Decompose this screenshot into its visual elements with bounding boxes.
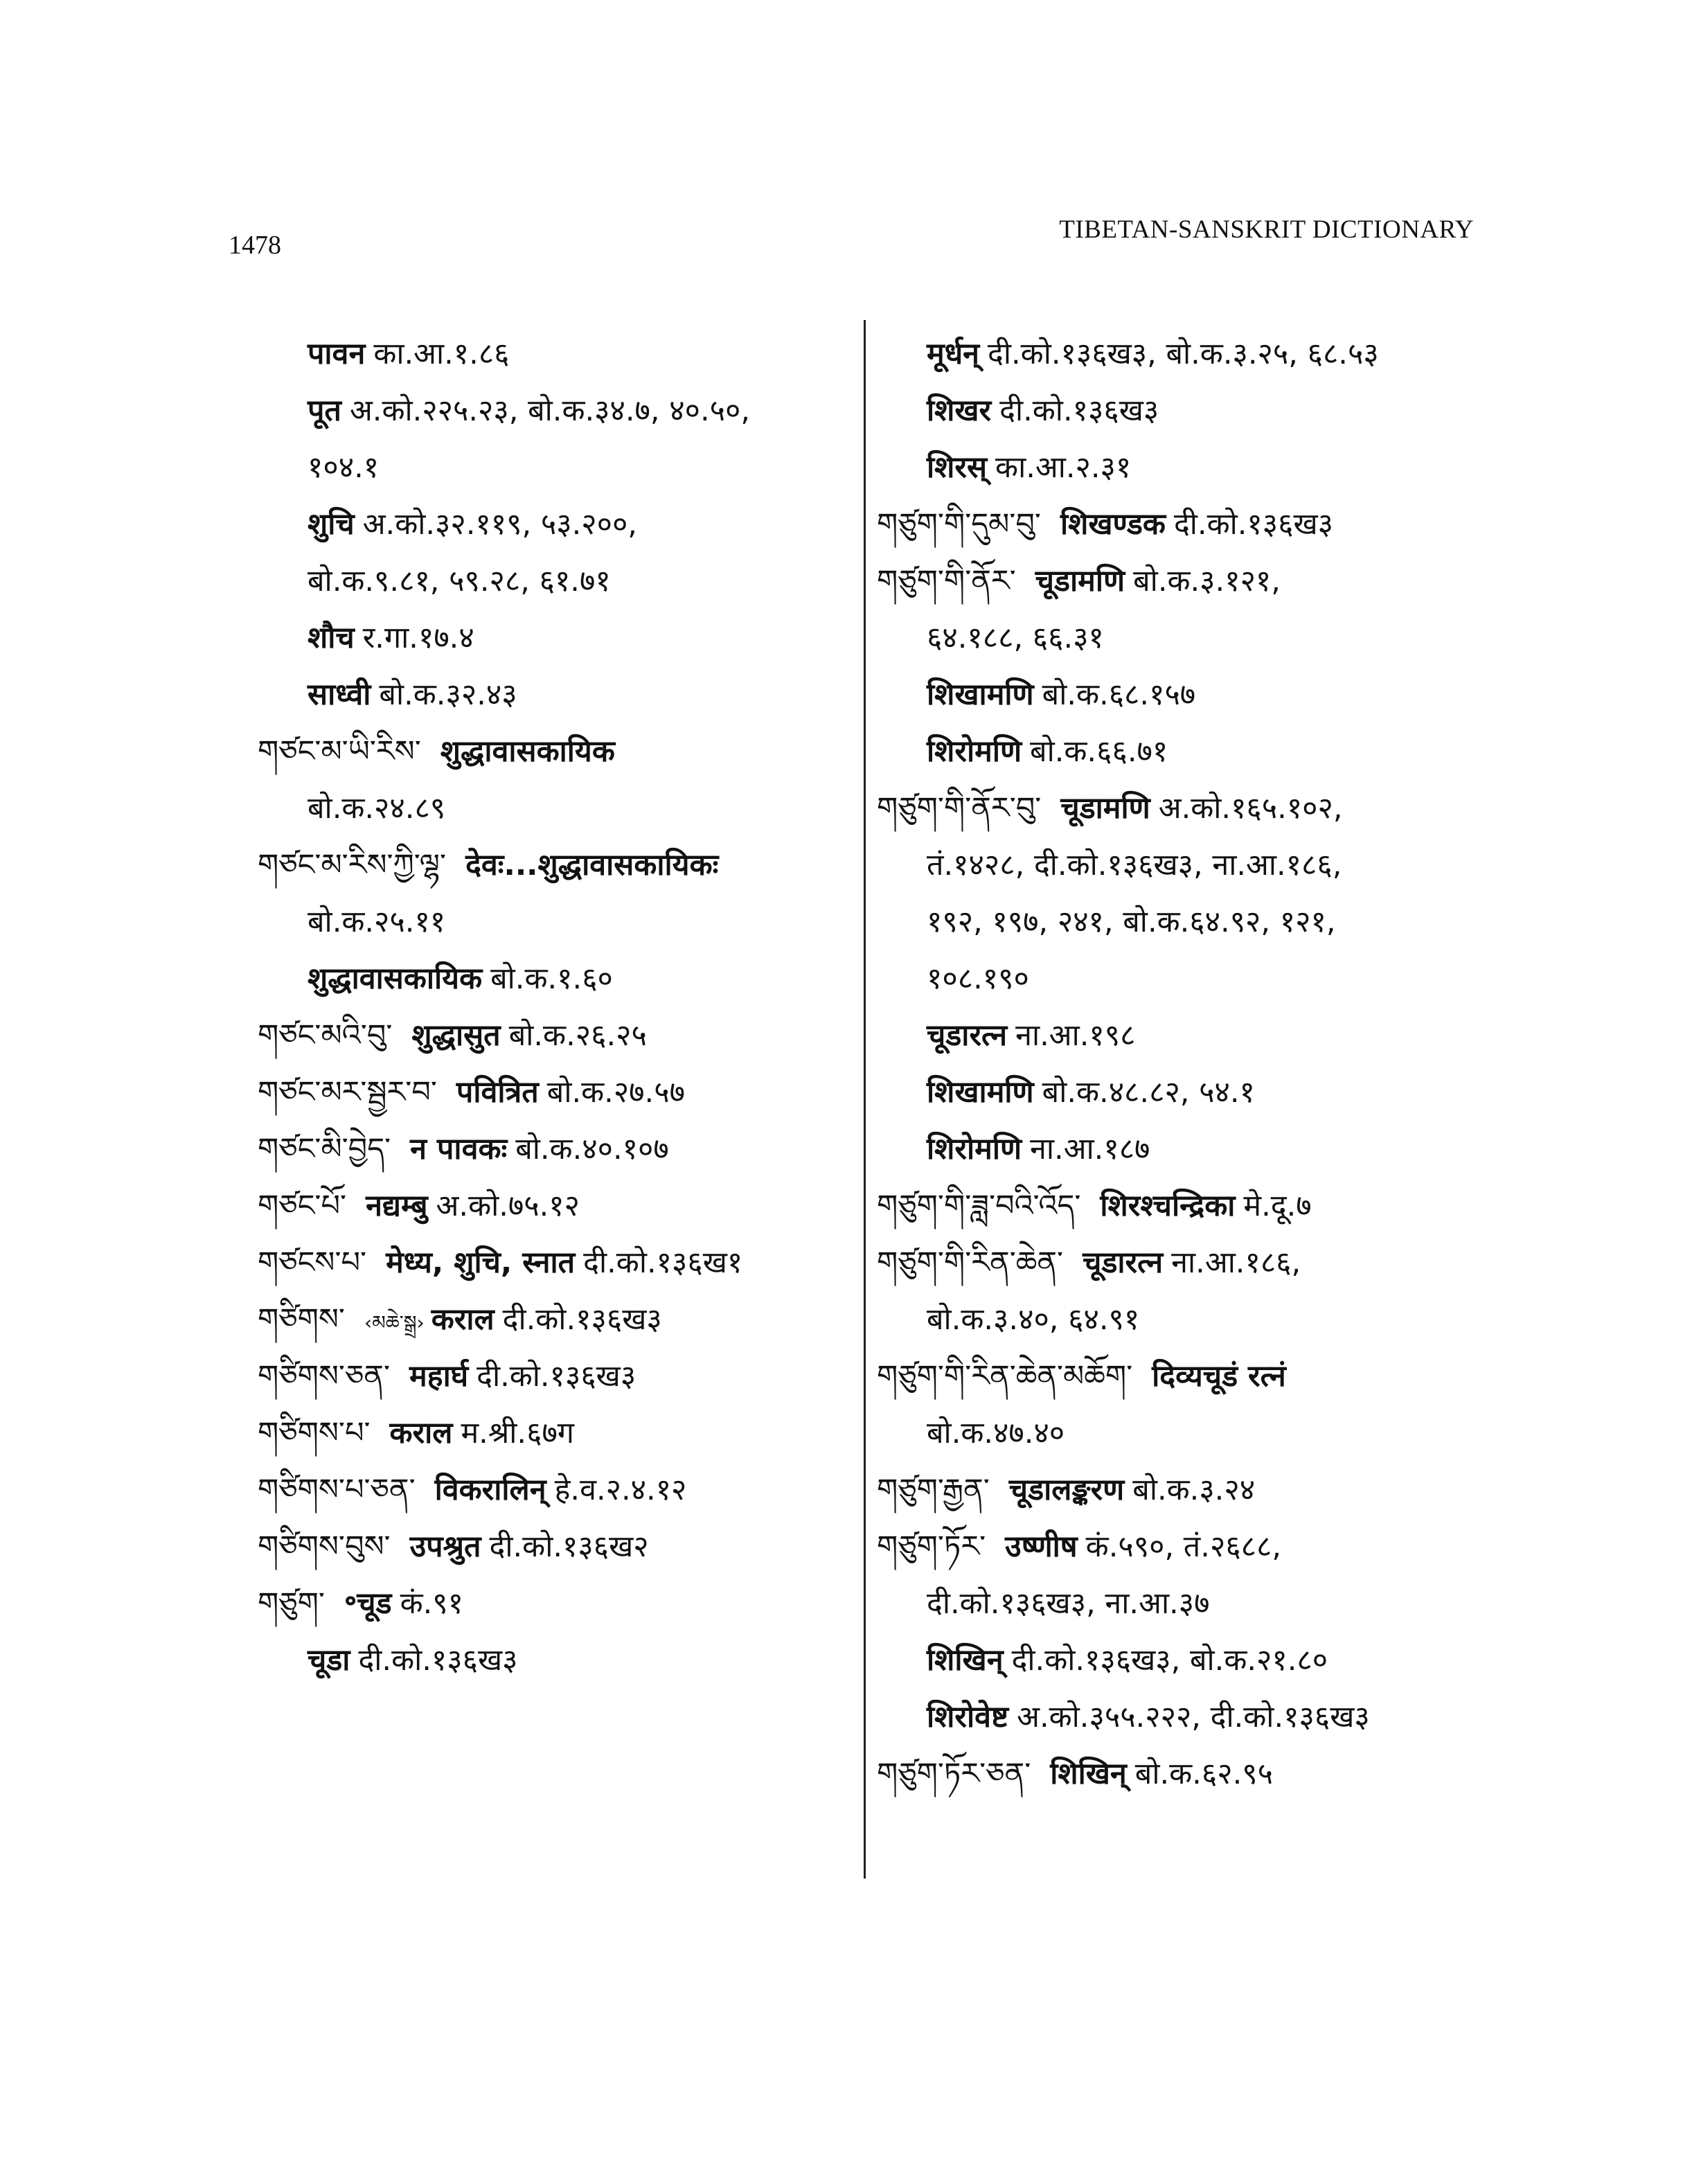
- sanskrit-equivalent: पूत: [308, 393, 341, 428]
- dictionary-headword-line: [877, 1462, 1500, 1518]
- dictionary-sub-line: [258, 382, 839, 439]
- sanskrit-equivalent: शिरश्चन्द्रिका: [1100, 1189, 1236, 1223]
- tibetan-headword: གཙུག་གི་ཟླ་བའི་འོད་: [877, 1189, 1081, 1223]
- tibetan-headword: གཙུག་གི་རིན་ཆེན་མཆོག་: [877, 1359, 1133, 1394]
- sanskrit-equivalent: शिरोमणि: [927, 1132, 1022, 1166]
- dictionary-sub-line: [877, 723, 1500, 780]
- source-reference: १०८.१९०: [927, 961, 1029, 996]
- source-reference: दी.को.१३६ख३: [1173, 507, 1334, 542]
- page-number: 1478: [229, 231, 281, 260]
- source-reference: बो.क.३.१२१,: [1133, 564, 1281, 598]
- sanskrit-equivalent: शिखामणि: [927, 1075, 1034, 1110]
- sanskrit-equivalent: शुद्धावासकायिक: [308, 961, 483, 996]
- tibetan-headword: གཙུག་གི་དུམ་བུ་: [877, 507, 1041, 542]
- sanskrit-equivalent: चूडालङ्करण: [1008, 1473, 1125, 1507]
- sanskrit-equivalent: चूडा: [308, 1643, 350, 1678]
- tibetan-headword: གཙུག་གི་ནོར་: [877, 564, 1016, 598]
- source-reference: मे.दू.७: [1243, 1189, 1312, 1223]
- dictionary-sub-line: [258, 326, 839, 382]
- dictionary-sub-line: [877, 837, 1500, 894]
- source-reference: कं.९१: [400, 1586, 463, 1621]
- dictionary-sub-line: [877, 950, 1500, 1007]
- source-reference: बो.क.३.२४: [1132, 1473, 1256, 1507]
- tibetan-headword: གཙུག་གི་ནོར་བུ་: [877, 791, 1042, 826]
- dictionary-headword-line: [258, 1348, 839, 1405]
- source-reference: अ.को.१६५.१०२,: [1158, 791, 1343, 826]
- left-column: [258, 326, 839, 1689]
- source-reference: बो.क.९.८१, ५९.२८, ६१.७१: [308, 564, 611, 598]
- source-reference: बो.क.४७.४०: [927, 1416, 1065, 1450]
- source-reference: बो.क.२५.११: [308, 905, 446, 939]
- source-reference: दी.को.१३६ख३, ना.आ.३७: [927, 1586, 1210, 1621]
- dictionary-headword-line: [258, 1064, 839, 1121]
- sanskrit-equivalent: ॰चूड: [344, 1586, 392, 1621]
- column-divider: [864, 320, 866, 1879]
- tibetan-headword: གཙུག་གི་རིན་ཆེན་: [877, 1245, 1064, 1280]
- sanskrit-equivalent: शिरोमणि: [927, 734, 1022, 769]
- source-reference: म.श्री.६७ग: [461, 1416, 575, 1450]
- sanskrit-equivalent: दिव्यचूडं रत्नं: [1152, 1359, 1286, 1394]
- sanskrit-equivalent: कराल: [431, 1302, 495, 1337]
- dictionary-headword-line: [258, 1518, 839, 1575]
- dictionary-headword-line: [877, 1518, 1500, 1575]
- dictionary-headword-line: [258, 1007, 839, 1064]
- sanskrit-equivalent: नद्यम्बु: [366, 1189, 428, 1223]
- right-column: [877, 326, 1500, 1802]
- sanskrit-equivalent: शुचि: [308, 507, 355, 542]
- dictionary-sub-line: [258, 439, 839, 496]
- tibetan-headword: གཙིགས་བུས་: [258, 1529, 391, 1564]
- source-reference: बो.क.३.४०, ६४.९१: [927, 1302, 1140, 1337]
- dictionary-headword-line: [258, 1121, 839, 1178]
- source-reference: दी.को.१३६ख२: [489, 1529, 649, 1564]
- sanskrit-equivalent: महार्घ: [409, 1359, 469, 1394]
- source-reference: का.आ.१.८६: [373, 337, 510, 371]
- dictionary-sub-line: [877, 1291, 1500, 1348]
- sanskrit-equivalent: शिरस्: [927, 450, 988, 485]
- sanskrit-equivalent: शिखर: [927, 393, 992, 428]
- dictionary-sub-line: [877, 1575, 1500, 1632]
- sanskrit-equivalent: शुद्धावासकायिक: [440, 734, 615, 769]
- dictionary-sub-line: [877, 1405, 1500, 1462]
- dictionary-headword-line: [877, 553, 1500, 610]
- source-reference: दी.को.१३६ख३: [999, 393, 1159, 428]
- sanskrit-equivalent: शिखामणि: [927, 677, 1034, 712]
- dictionary-sub-line: [258, 666, 839, 723]
- tibetan-headword: གཙིགས་པ་ཅན་: [258, 1473, 416, 1507]
- source-reference: ना.आ.१८६,: [1171, 1245, 1301, 1280]
- source-reference: र.गा.१७.४: [362, 621, 474, 655]
- sanskrit-equivalent: शिखिन्: [927, 1643, 1004, 1678]
- sanskrit-equivalent: चूडामणि: [1035, 564, 1125, 598]
- dictionary-sub-line: [877, 439, 1500, 496]
- source-reference: कं.५९०, तं.२६८८,: [1085, 1529, 1282, 1564]
- source-reference: अ.को.३२.११९, ५३.२००,: [362, 507, 637, 542]
- sanskrit-equivalent: मूर्धन्: [927, 337, 980, 371]
- dictionary-sub-line: [877, 894, 1500, 950]
- dictionary-headword-line: [258, 1234, 839, 1291]
- dictionary-sub-line: [877, 382, 1500, 439]
- dictionary-headword-line: [877, 780, 1500, 837]
- source-reference: तं.१४२८, दी.को.१३६ख३, ना.आ.१८६,: [927, 848, 1342, 882]
- tibetan-headword: གཙང་མར་སྦྱར་བ་: [258, 1075, 437, 1110]
- sanskrit-equivalent: मेध्य, शुचि, स्नात: [386, 1245, 576, 1280]
- dictionary-sub-line: [258, 780, 839, 837]
- source-reference: दी.को.१३६ख३: [502, 1302, 662, 1337]
- dictionary-headword-line: [877, 1348, 1500, 1405]
- dictionary-headword-line: [877, 1746, 1500, 1802]
- dictionary-sub-line: [258, 1632, 839, 1689]
- source-reference: हे.व.२.४.१२: [554, 1473, 687, 1507]
- source-reference: ६४.१८८, ६६.३१: [927, 621, 1104, 655]
- sanskrit-equivalent: उष्णीष: [1005, 1529, 1078, 1564]
- source-reference: का.आ.२.३१: [995, 450, 1132, 485]
- dictionary-headword-line: [877, 1234, 1500, 1291]
- sanskrit-equivalent: शिरोवेष्ट: [927, 1700, 1009, 1734]
- dictionary-sub-line: [258, 610, 839, 666]
- dictionary-sub-line: [877, 1064, 1500, 1121]
- tibetan-headword: གཙང་པོ་: [258, 1189, 347, 1223]
- dictionary-headword-line: [258, 1178, 839, 1234]
- sanskrit-equivalent: शिखिन्: [1050, 1757, 1127, 1791]
- dictionary-sub-line: [258, 950, 839, 1007]
- dictionary-headword-line: [877, 1178, 1500, 1234]
- source-reference: दी.को.१३६ख३, बो.क.२१.८०: [1011, 1643, 1328, 1678]
- sanskrit-equivalent: शौच: [308, 621, 355, 655]
- tibetan-headword: གཙུག་ཏོར་ཅན་: [877, 1757, 1031, 1791]
- sanskrit-equivalent: पवित्रित: [456, 1075, 539, 1110]
- source-reference: बो.क.२६.२५: [508, 1018, 647, 1053]
- source-reference: बो.क.६८.१५७: [1042, 677, 1196, 712]
- source-reference: दी.को.१३६ख३: [477, 1359, 636, 1394]
- sanskrit-equivalent: कराल: [389, 1416, 453, 1450]
- source-reference: बो.क.२४.८९: [308, 791, 446, 826]
- sanskrit-equivalent: विकरालिन्: [434, 1473, 546, 1507]
- sanskrit-equivalent: चूडामणि: [1060, 791, 1150, 826]
- dictionary-headword-line: [258, 723, 839, 780]
- source-reference: बो.क.६२.९५: [1134, 1757, 1273, 1791]
- source-reference: बो.क.२७.५७: [546, 1075, 685, 1110]
- source-reference: ना.आ.१९८: [1015, 1018, 1136, 1053]
- dictionary-sub-line: [258, 894, 839, 950]
- dictionary-headword-line: [258, 1405, 839, 1462]
- dictionary-sub-line: [877, 1632, 1500, 1689]
- sanskrit-equivalent: शिखण्डक: [1060, 507, 1166, 542]
- tibetan-headword: གཙང་མི་བྱེད་: [258, 1132, 391, 1166]
- dictionary-headword-line: [258, 1291, 839, 1348]
- tibetan-headword: གཙུག་ཏོར་: [877, 1529, 986, 1564]
- tibetan-headword: གཙང་མ་རིས་ཀྱི་ལྷ་: [258, 848, 447, 882]
- source-reference: बो.क.४०.१०७: [515, 1132, 669, 1166]
- source-reference: दी.को.१३६ख१: [583, 1245, 743, 1280]
- source-reference: अ.को.७५.१२: [436, 1189, 580, 1223]
- sanskrit-equivalent: न पावकः: [410, 1132, 508, 1166]
- source-reference: १०४.१: [308, 450, 380, 485]
- sanskrit-equivalent: साध्वी: [308, 677, 371, 712]
- dictionary-headword-line: [258, 837, 839, 894]
- source-reference: १९२, १९७, २४१, बो.क.६४.९२, १२१,: [927, 905, 1336, 939]
- source-reference: बो.क.४८.८२, ५४.१: [1042, 1075, 1255, 1110]
- dictionary-sub-line: [877, 666, 1500, 723]
- source-reference: अ.को.२२५.२३, बो.क.३४.७, ४०.५०,: [349, 393, 751, 428]
- tibetan-headword: གཙུག་: [258, 1586, 325, 1621]
- dictionary-sub-line: [877, 1689, 1500, 1746]
- dictionary-sub-line: [877, 326, 1500, 382]
- tibetan-headword: གཙིགས་: [258, 1302, 345, 1337]
- sanskrit-equivalent: उपश्रुत: [409, 1529, 481, 1564]
- running-title: TIBETAN-SANSKRIT DICTIONARY: [1059, 215, 1474, 244]
- dictionary-headword-line: [877, 496, 1500, 553]
- source-reference: बो.क.६६.७१: [1030, 734, 1168, 769]
- tibetan-headword: གཙིགས་ཅན་: [258, 1359, 391, 1394]
- source-reference: अ.को.३५५.२२२, दी.को.१३६ख३: [1017, 1700, 1370, 1734]
- sanskrit-equivalent: पावन: [308, 337, 366, 371]
- tibetan-headword: གཙངས་པ་: [258, 1245, 367, 1280]
- dictionary-sub-line: [877, 610, 1500, 666]
- source-reference: दी.को.१३६ख३: [358, 1643, 518, 1678]
- sanskrit-equivalent: चूडारत्न: [927, 1018, 1008, 1053]
- dictionary-sub-line: [877, 1007, 1500, 1064]
- source-reference: ना.आ.१८७: [1030, 1132, 1150, 1166]
- tibetan-headword: གཙང་མ་ཡི་རིས་: [258, 734, 421, 769]
- dictionary-headword-line: [258, 1575, 839, 1632]
- source-reference: बो.क.१.६०: [490, 961, 613, 996]
- dictionary-headword-line: [258, 1462, 839, 1518]
- usage-note: ‹མཆེ་སྒྲ›: [364, 1311, 425, 1334]
- dictionary-sub-line: [877, 1121, 1500, 1178]
- tibetan-headword: གཙང་མའི་བུ་: [258, 1018, 393, 1053]
- dictionary-sub-line: [258, 553, 839, 610]
- sanskrit-equivalent: शुद्धासुत: [411, 1018, 501, 1053]
- tibetan-headword: གཙིགས་པ་: [258, 1416, 371, 1450]
- sanskrit-equivalent: देवः...शुद्धावासकायिकः: [465, 848, 719, 882]
- tibetan-headword: གཙུག་རྒྱན་: [877, 1473, 990, 1507]
- source-reference: दी.को.१३६ख३, बो.क.३.२५, ६८.५३: [988, 337, 1379, 371]
- source-reference: बो.क.३२.४३: [379, 677, 517, 712]
- sanskrit-equivalent: चूडारत्न: [1083, 1245, 1164, 1280]
- dictionary-sub-line: [258, 496, 839, 553]
